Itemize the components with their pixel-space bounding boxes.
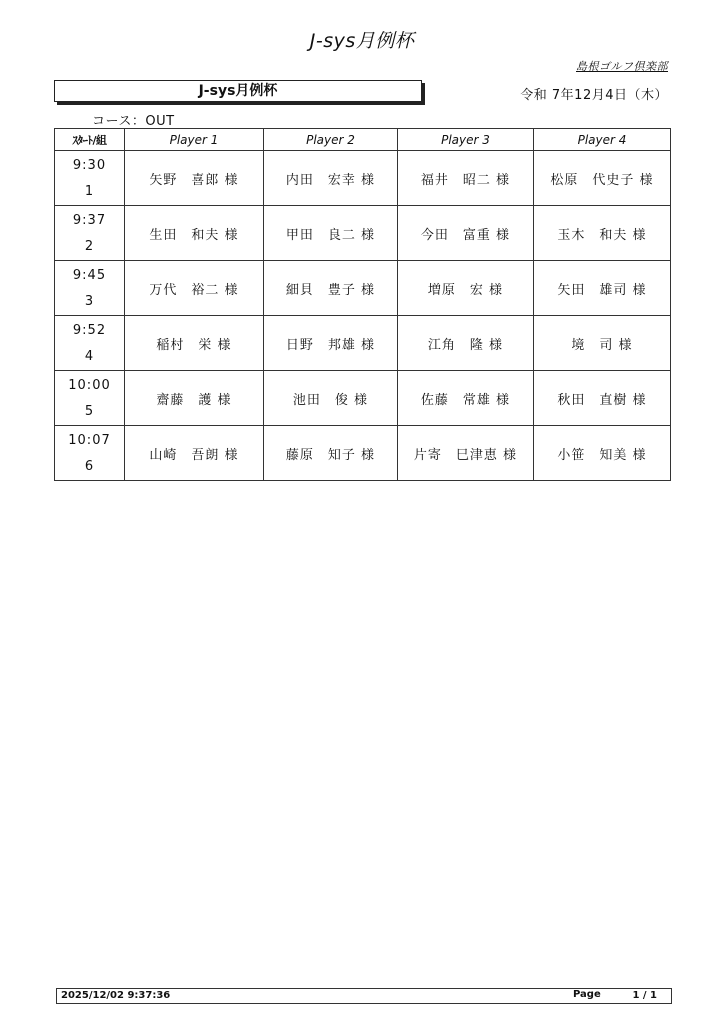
table-header-row	[55, 129, 671, 151]
player-cell: 日野 邦雄 様	[264, 316, 398, 371]
club-name: 島根ゴルフ倶楽部	[576, 60, 668, 73]
event-name-box: J-sys月例杯	[54, 80, 422, 102]
player-cell: 境 司 様	[534, 316, 671, 371]
table-row	[55, 426, 671, 481]
player-cell: 玉木 和夫 様	[534, 206, 671, 261]
course-label: コース：OUT	[92, 114, 175, 129]
group-number: 4	[84, 348, 95, 364]
page-number: 1 / 1	[632, 990, 657, 1001]
player-cell: 松原 代史子 様	[534, 151, 671, 206]
start-time: 9:52	[72, 322, 107, 338]
start-time: 9:45	[72, 267, 107, 283]
player-cell: 稲村 栄 様	[125, 316, 264, 371]
column-header-player-1: Player 1	[125, 129, 264, 151]
player-cell: 藤原 知子 様	[264, 426, 398, 481]
player-cell: 甲田 良二 様	[264, 206, 398, 261]
table-row	[55, 151, 671, 206]
player-cell: 佐藤 常雄 様	[398, 371, 534, 426]
start-time: 10:00	[68, 377, 111, 393]
table-row	[55, 371, 671, 426]
start-group-cell	[55, 426, 125, 481]
document-title: J-sys月例杯	[309, 30, 415, 52]
player-cell: 生田 和夫 様	[125, 206, 264, 261]
group-number: 6	[84, 458, 95, 474]
player-cell: 今田 富重 様	[398, 206, 534, 261]
table-row	[55, 261, 671, 316]
start-time: 9:37	[72, 212, 107, 228]
player-cell: 細貝 豊子 様	[264, 261, 398, 316]
player-cell: 齋藤 護 様	[125, 371, 264, 426]
player-cell: 江角 隆 様	[398, 316, 534, 371]
group-number: 1	[84, 183, 95, 199]
column-header-player-4: Player 4	[534, 129, 671, 151]
start-time: 9:30	[72, 157, 107, 173]
start-group-cell	[55, 151, 125, 206]
player-cell: 増原 宏 様	[398, 261, 534, 316]
start-group-cell	[55, 261, 125, 316]
print-timestamp: 2025/12/02 9:37:36	[61, 990, 171, 1001]
player-cell: 矢田 雄司 様	[534, 261, 671, 316]
group-number: 3	[84, 293, 95, 309]
event-date: 令和 7年12月4日（木）	[520, 88, 668, 103]
start-group-cell	[55, 206, 125, 261]
player-cell: 小笹 知美 様	[534, 426, 671, 481]
player-cell: 片寄 巳津恵 様	[398, 426, 534, 481]
page-footer	[56, 988, 672, 1004]
column-header-player-2: Player 2	[264, 129, 398, 151]
player-cell: 福井 昭二 様	[398, 151, 534, 206]
group-number: 5	[84, 403, 95, 419]
start-group-cell	[55, 316, 125, 371]
pairings-table	[54, 128, 671, 481]
player-cell: 秋田 直樹 様	[534, 371, 671, 426]
table-row	[55, 316, 671, 371]
start-time: 10:07	[68, 432, 111, 448]
page-label: Page	[573, 989, 601, 1000]
player-cell: 万代 裕二 様	[125, 261, 264, 316]
start-group-cell	[55, 371, 125, 426]
column-header-player-3: Player 3	[398, 129, 534, 151]
table-row	[55, 206, 671, 261]
player-cell: 池田 俊 様	[264, 371, 398, 426]
column-header-start-group: ｽﾀｰﾄ/組	[55, 129, 125, 151]
player-cell: 山崎 吾朗 様	[125, 426, 264, 481]
player-cell: 矢野 喜郎 様	[125, 151, 264, 206]
group-number: 2	[84, 238, 95, 254]
player-cell: 内田 宏幸 様	[264, 151, 398, 206]
